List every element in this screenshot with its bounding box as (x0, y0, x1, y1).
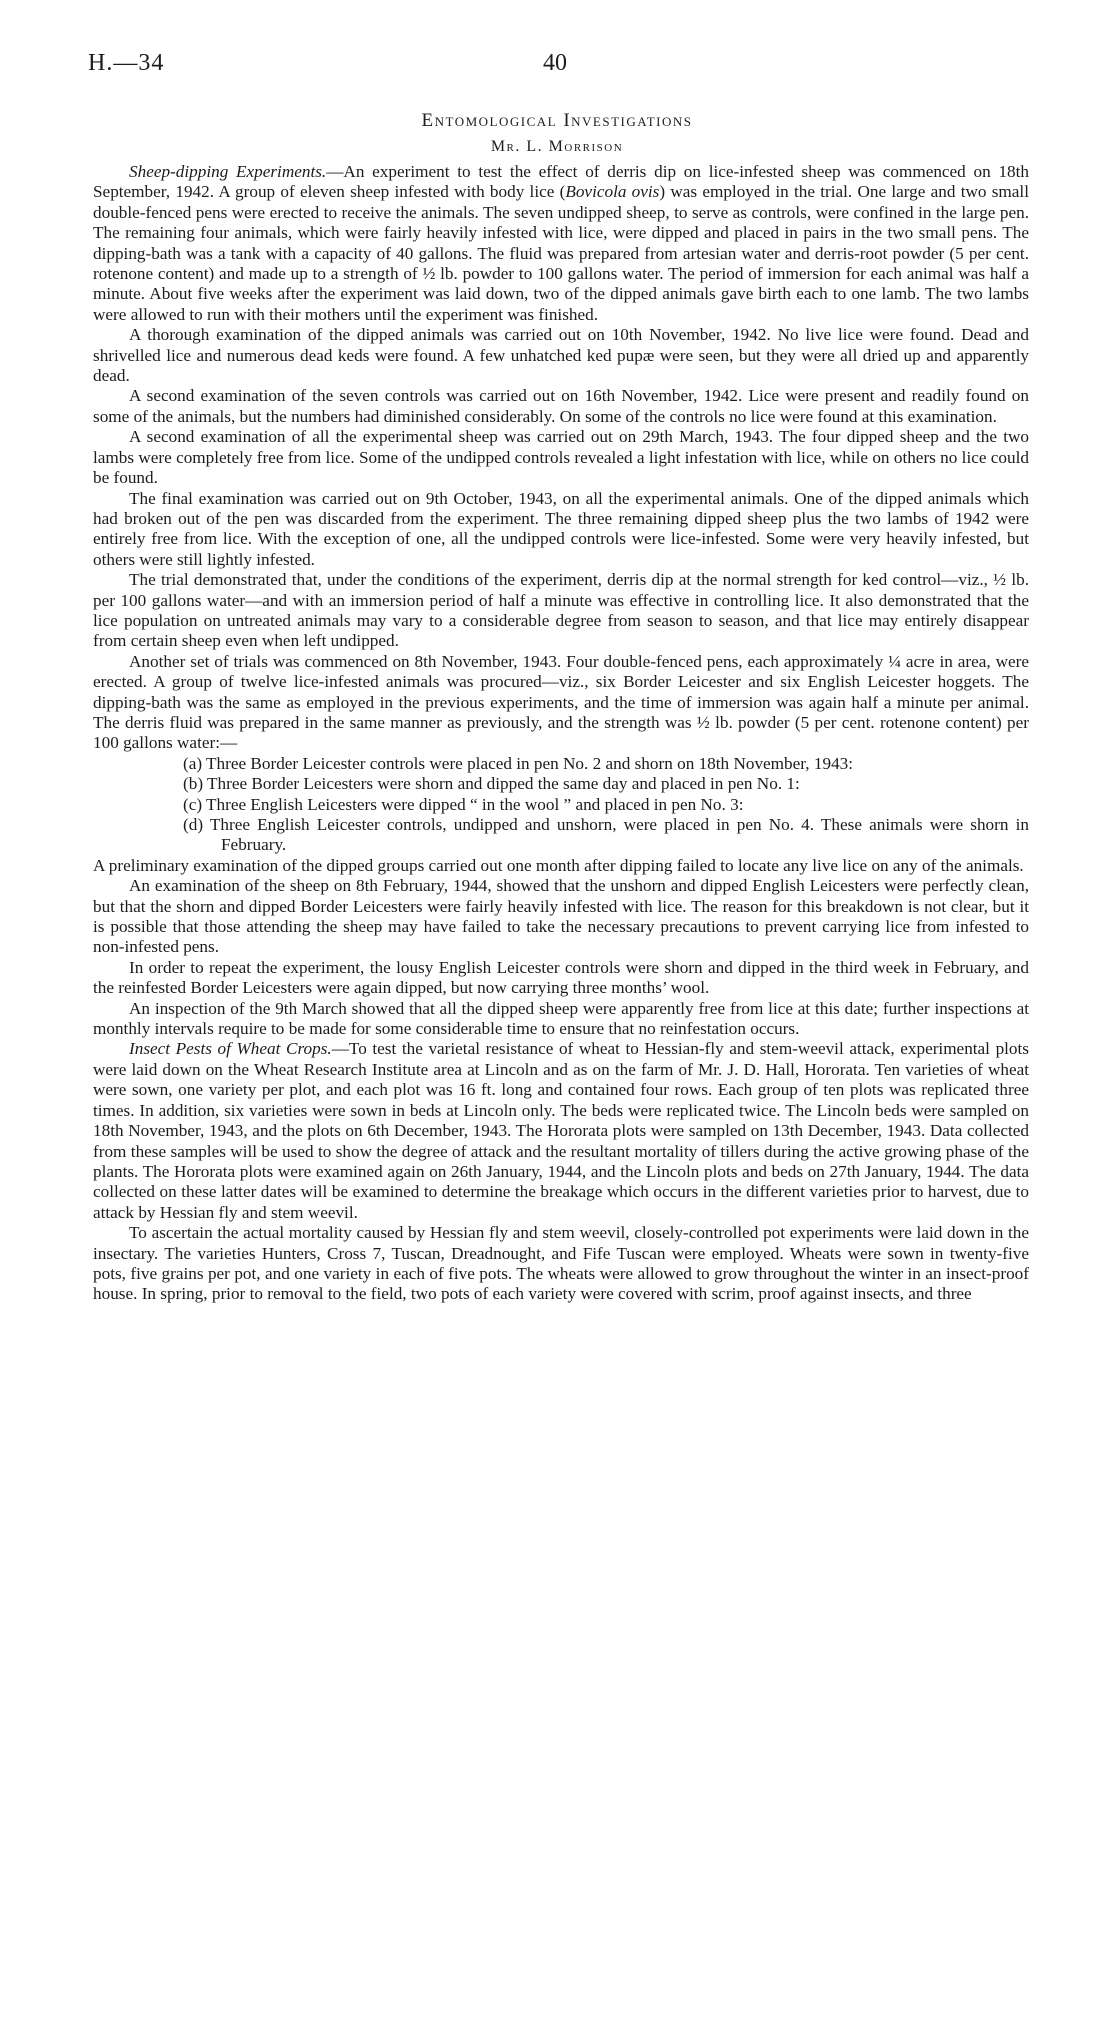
paragraph: Another set of trials was commenced on 8th November, 1943. Four double-fenced pens, each approximately ¼ acre in area, were erected. A group of twelve lice-infested animals was procured—viz., six Border Leicester and six English Leicester hoggets. The dipping-bath was the same as employed in the previous experiments, and the time of immersion was again half a minute per animal. The derris fluid was prepared in the same manner as previously, and the strength was ½ lb. powder (5 per cent. rotenone content) per 100 gallons water:— (93, 651, 1029, 753)
paragraph-text: —To test the varietal resistance of wheat to Hessian-fly and stem-weevil attack, experimental plots were laid down on the Wheat Research Institute area at Lincoln and as on the farm of Mr. J. D. Hall, Hororata. Ten varieties of wheat were sown, one variety per plot, and each plot was 16 ft. long and contained four rows. Each group of ten plots was replicated three times. In addition, six varieties were sown in beds at Lincoln only. The beds were replicated twice. The Lincoln beds were sampled on 18th November, 1943, and the plots on 6th December, 1943. The Hororata plots were sampled on 13th December, 1943. Data collected from these samples will be used to show the degree of attack and the resultant mortality of tillers during the active growing phase of the plants. The Hororata plots were examined again on 26th January, 1944, and the Lincoln plots and beds on 27th January, 1944. The data collected on these latter dates will be examined to determine the breakage which occurs in the different varieties prior to harvest, due to attack by Hessian fly and stem weevil. (93, 1039, 1029, 1222)
author-line: Mr. L. Morrison (490, 138, 624, 155)
paragraph: The final examination was carried out on 9th October, 1943, on all the experimental animals. One of the dipped animals which had broken out of the pen was discarded from the experiment. The three remaining dipped sheep plus the two lambs of 1942 were entirely free from lice. With the exception of one, all the undipped controls were lice-infested. Some were very heavily infested, but others were still lightly infested. (93, 488, 1029, 569)
paragraph: The trial demonstrated that, under the conditions of the experiment, derris dip at the normal strength for ked control—viz., ½ lb. per 100 gallons water—and with an immersion period of half a minute was effective in controlling lice. It also demonstrated that the lice population on untreated animals may vary to a considerable degree from season to season, and that lice may entirely disappear from certain sheep even when left undipped. (93, 570, 1029, 651)
treatment-list (93, 754, 1029, 856)
list-item: (b) Three Border Leicesters were shorn and dipped the same day and placed in pen No. 1: (183, 774, 800, 794)
paragraph-text: —An experiment to test the effect of derris dip on lice-infested sheep was commenced on 18th September, 1942. A group of eleven sheep infested with body lice ( (93, 162, 1029, 202)
paragraph: An examination of the sheep on 8th February, 1944, showed that the unshorn and dipped English Leicesters were perfectly clean, but that the shorn and dipped Border Leicesters were fairly heavily infested with lice. The reason for this breakdown is not clear, but it is possible that those attending the sheep may have failed to take the necessary precautions to prevent carrying lice from infested to non-infested pens. (93, 876, 1029, 957)
section-title: Entomological Investigations (421, 110, 693, 131)
paragraph (93, 1039, 1029, 1223)
report-reference: H.—34 (88, 50, 165, 76)
article-body (93, 162, 1029, 1305)
paragraph: A second examination of the seven controls was carried out on 16th November, 1942. Lice were present and readily found on some of the animals, but the numbers had diminished considerably. On some of the controls no lice were found at this examination. (93, 386, 1029, 426)
page-number: 40 (543, 50, 567, 76)
paragraph: An inspection of the 9th March showed that all the dipped sheep were apparently free from lice at this date; further inspections at monthly intervals require to be made for some considerable time to ensure that no reinfestation occurs. (93, 998, 1029, 1039)
subsection-heading: Insect Pests of Wheat Crops. (129, 1039, 332, 1059)
paragraph-text: ) was employed in the trial. One large and two small double-fenced pens were erected to receive the animals. The seven undipped sheep, to serve as controls, were confined in the large pen. The remaining four animals, which were fairly heavily infested with lice, were dipped and placed in pairs in the two small pens. The dipping-bath was a tank with a capacity of 40 gallons. The fluid was prepared from artesian water and derris-root powder (5 per cent. rotenone content) and made up to a strength of ½ lb. powder to 100 gallons water. The period of immersion for each animal was half a minute. About five weeks after the experiment was laid down, two of the dipped animals gave birth each to one lamb. The two lambs were allowed to run with their mothers until the experiment was finished. (93, 182, 1029, 324)
paragraph: In order to repeat the experiment, the lousy English Leicester controls were shorn and dipped in the third week in February, and the reinfested Border Leicesters were again dipped, but now carrying three months’ wool. (93, 957, 1029, 998)
paragraph: A preliminary examination of the dipped groups carried out one month after dipping failed to locate any live lice on any of the animals. (93, 855, 1024, 875)
list-item: (a) Three Border Leicester controls were placed in pen No. 2 and shorn on 18th November, 1943: (183, 753, 854, 773)
paragraph: To ascertain the actual mortality caused by Hessian fly and stem weevil, closely-controlled pot experiments were laid down in the insectary. The varieties Hunters, Cross 7, Tuscan, Dreadnought, and Fife Tuscan were employed. Wheats were sown in twenty-five pots, five grains per pot, and one variety in each of five pots. The wheats were allowed to grow throughout the winter in an insect-proof house. In spring, prior to removal to the field, two pots of each variety were covered with scrim, proof against insects, and three (93, 1223, 1029, 1304)
species-name: Bovicola ovis (565, 182, 660, 202)
subsection-heading: Sheep-dipping Experiments. (129, 162, 327, 181)
list-item: (d) Three English Leicester controls, undipped and unshorn, were placed in pen No. 4. These animals were shorn in February. (183, 815, 1029, 855)
list-item: (c) Three English Leicesters were dipped “ in the wool ” and placed in pen No. 3: (183, 794, 744, 814)
paragraph: A thorough examination of the dipped animals was carried out on 10th November, 1942. No live lice were found. Dead and shrivelled lice and numerous dead keds were found. A few unhatched ked pupæ were seen, but they were all dried up and apparently dead. (93, 325, 1029, 386)
paragraph: A second examination of all the experimental sheep was carried out on 29th March, 1943. The four dipped sheep and the two lambs were completely free from lice. Some of the undipped controls revealed a light infestation with lice, while on others no lice could be found. (93, 427, 1029, 488)
paragraph (93, 162, 1029, 325)
